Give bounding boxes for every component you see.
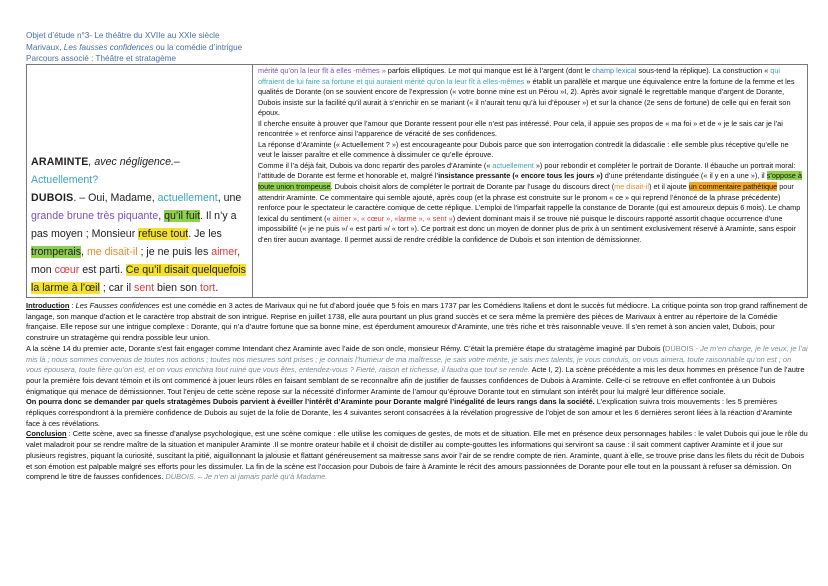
quotation: Je m’en charge, je le veux, je l’ai mis là ; nous sommes convenus de toutes nos actions ; toutes nos mesures sont prises ; je connais l’humeur de ma maîtresse, je sais votre mérite, je sais mes talents, je vous conduis, on vous aimera, toute raisonnable qu’on est ; on vous épousera, toute fière qu’on est, et on vous enrichira tout ruiné que vous êtes, entendez-vous ? Fierté, raison et richesse, il faudra que tout se rende. — [26, 343, 808, 375]
commentary-paragraph: Comme il l’a déjà fait, Dubois va donc repartir des paroles d’Araminte (« actuellement ») pour rebondir et compléter le portrait de Dorante. Il ébauche un portrait moral: l’attitude de Dorante est ferme et honorable et, malgré l’insistance pressante (« encore tous les jours ») d’une prétendante distinguée (« il y en a une »), il s’oppose à toute union trompeuse. Dubois choisit alors de compléter le portrait de Dorante par l’usage du discours direct (me disait-il) et il ajoute un commentaire pathétique pour attendrir Araminte. Ce commentaire qui semble ajouté, après coup (et la phrase est construite sur le pronom « ce » qui reprend l’énoncé de la phrase précédente) renforce pour le spectateur le caractère comique de cette réplique. L’emploi de l’imparfait rappelle la constance de Dorante (qui est amoureux depuis 6 mois). Le champ lexical du sentiment (« aimer », « cœur », «larme », « sent ») devient dominant mais il se trouve nié puisque le discours rapporté assortit chaque occurrence d’une impossibilité (« je ne puis »/ « est parti »/ « tort »). Ce portrait est donc un moyen de donner plus de prix à un sentiment exclusivement réservé à Araminte, sans espoir d’en tirer aucun avantage. Il permet aussi de rendre crédible la confidence de Dubois et son intention de démissionner. — [258, 160, 802, 244]
commentary-column — [253, 65, 807, 297]
introduction-paragraph: Introduction : Les Fausses confidences est une comédie en 3 actes de Marivaux qui ne fut d’abord jouée que 5 fois en mars 1737 par les Comédiens Italiens et dont le succès fut médiocre. La critique pointa son trop grand raffinement de langage, son manque d’action et le caractère trop abstrait de son intrigue. Reprise en juillet 1738, elle aura pourtant un plus grand succès et ce sera même la première des pièces de Marivaux à entrer au répertoire de la Comédie française. Elle repose sur une intrigue complexe : Dorante, qui n’a d’autre fortune que sa bonne mine, est éperdument amoureux d’Araminte, une très riche et très raisonnable veuve. Il s’en remet à son ancien valet, Dubois, pour construire un stratagème qui rendra possible leur union. — [26, 301, 808, 343]
speaker-araminte: ARAMINTE — [31, 156, 89, 168]
problematic: On pourra donc se demander par quels stratagèmes Dubois parvient à éveiller l’intérêt d’Araminte pour Dorante malgré l’inégalité de leurs rangs dans la société. — [26, 397, 595, 407]
document-body — [26, 301, 808, 483]
play-title: Les fausses confidences — [63, 42, 154, 52]
conclusion-paragraph: Conclusion : Cette scène, avec sa finesse d’analyse psychologique, est une scène comique : elle utilise les comiques de gestes, de mots et de situation. Elle met en présence deux personnages habiles : le valet Dubois qui joue le rôle du valet maladroit pour se rendre maître de la situation et manipuler Araminte .Il se montre orateur habile et il choisit de distiller au compte-gouttes les informations qui serviront sa cause : il sait comment captiver Araminte et il joue sur plusieurs registres, piquant la curiosité, suscitant la pitié, aiguillonnant la jalousie et flattant généreusement sa maitresse sans avoir l’air de se rendre compte de rien. Araminte, quant à elle, se trouve prise dans les filets du récit de Dubois et son émotion est palpable malgré ses efforts pour les dissimuler. La fin de la scène est l’occasion pour Dubois de faire à Araminte le récit des amours passionnées de Dorante pour elle tout en la poussant à refuser sa démission. On comprend le titre de fausses confidences. DUBOIS. – Je n’en ai jamais parlé qu’à Madame. — [26, 429, 808, 482]
commentary-paragraph: La réponse d’Araminte (« Actuellement ? ») est encourageante pour Dubois parce que son interrogation contredit la didascalie : elle semble plus réceptive qu’elle ne veut le laisser paraître et elle commence à dissimuler ce qu’elle éprouve. — [258, 139, 789, 160]
header-line-2: Marivaux, Les fausses confidences ou la comédie d’intrigue — [26, 42, 243, 52]
speaker-dubois: DUBOIS — [31, 192, 74, 204]
commentary-paragraph: mérité qu’on la leur fît à elles -mêmes » parfois elliptiques. Le mot qui manque est lié à l’argent (dont le champ lexical sous-tend la réplique). La construction « qui offraient de lui faire sa fortune et qui auraient mérité qu’on la leur fît à elles-mêmes » établit un parallèle et marque une équivalence entre la fortune de la femme et les qualités de Dorante (on se souvient encore de l’expression (« votre bonne mine est un Pérou »I, 2). Après avoir signalé le regrettable manque d’argent de Dorante, Dubois insiste sur la facilité qu’il aurait à s’enrichir en se mariant (« il n’aurait tenu qu’à lui d’épouser ») et sur la chance (2e sens de fortune) de celle qui en ferait son époux. — [258, 66, 795, 118]
analysis-table — [26, 64, 808, 298]
araminte-line: Actuellement? — [31, 174, 99, 186]
header-line-1: Objet d’étude n°3- Le théâtre du XVIIe au XXIe siècle — [26, 31, 220, 40]
commentary-paragraph: Il cherche ensuite à prouver que l’amour que Dorante ressent pour elle n’est pas intéressé. Pour cela, il appuie ses propos de « ma foi » et de « je le sais car je l’ai rencontrée » et renforce ainsi l’apparence de véracité de ses confidences. — [258, 118, 783, 139]
stage-direction: , avec négligence.– — [88, 156, 180, 168]
context-paragraph: A la scène 14 du premier acte, Dorante s’est fait engager comme Intendant chez Araminte avec l’aide de son oncle, monsieur Rémy. C’était la première étape du stratagème imaginé par Dubois (DUBOIS - Je m’en charge, je le veux, je l’ai mis là ; nous sommes convenus de toutes nos actions ; toutes nos mesures sont prises ; je connais l’humeur de ma maîtresse, je sais votre mérite, je sais mes talents, je vous conduis, on vous aimera, toute raisonnable qu’on est ; on vous épousera, toute fière qu’on est, et on vous enrichira tout ruiné que vous êtes, entendez-vous ? Fierté, raison et richesse, il faudra que tout se rende. Acte I, 2). La scène précédente a mis les deux hommes en présence l’un de l’autre pour la première fois devant témoin et ils ont commencé à jouer leurs rôles en faisant semblant de se reconnaître afin de justifier de fausses confidences de Dubois à Araminte. Celle-ci se retrouve en effet confrontée à un Dubois énigmatique qui menace de démissionner. Tout l’enjeu de cette scène repose sur la nécessité d’informer Araminte de l’amour qu’éprouve Dorante tout en stimulant son intérêt pour lui malgré leur différence sociale. — [26, 343, 808, 396]
dialogue-excerpt: ARAMINTE, avec négligence.– Actuellement? DUBOIS. – Oui, Madame, actuellement, une grande brune très piquante, qu’il fuit. Il n’y a pas moyen ; Monsieur refuse tout. Je les tromperais, me disait-il ; je ne puis les aimer, mon cœur est parti. Ce qu’il disait quelquefois la larme à l’œil ; car il sent bien son tort. — [31, 156, 246, 294]
dialogue-column — [27, 65, 253, 297]
problematic-paragraph: On pourra donc se demander par quels stratagèmes Dubois parvient à éveiller l’intérêt d’Araminte pour Dorante malgré l’inégalité de leurs rangs dans la société. L’explication suivra trois mouvements : les 5 premières répliques correspondront à la première confidence de Dubois au sujet de la folie de Dorante, les 4 suivantes seront consacrées à la révélation progressive de l’objet de son amour et les 6 dernières seront liées à la réaction d’Araminte face à ces révélations. — [26, 397, 793, 428]
introduction-label: Introduction — [26, 301, 70, 310]
document-header — [26, 30, 242, 65]
header-line-3: Parcours associé : Théâtre et stratagème — [26, 54, 177, 64]
conclusion-label: Conclusion — [26, 429, 67, 439]
closing-quotation: DUBOIS. – Je n’en ai jamais parlé qu’à Madame. — [165, 472, 328, 482]
